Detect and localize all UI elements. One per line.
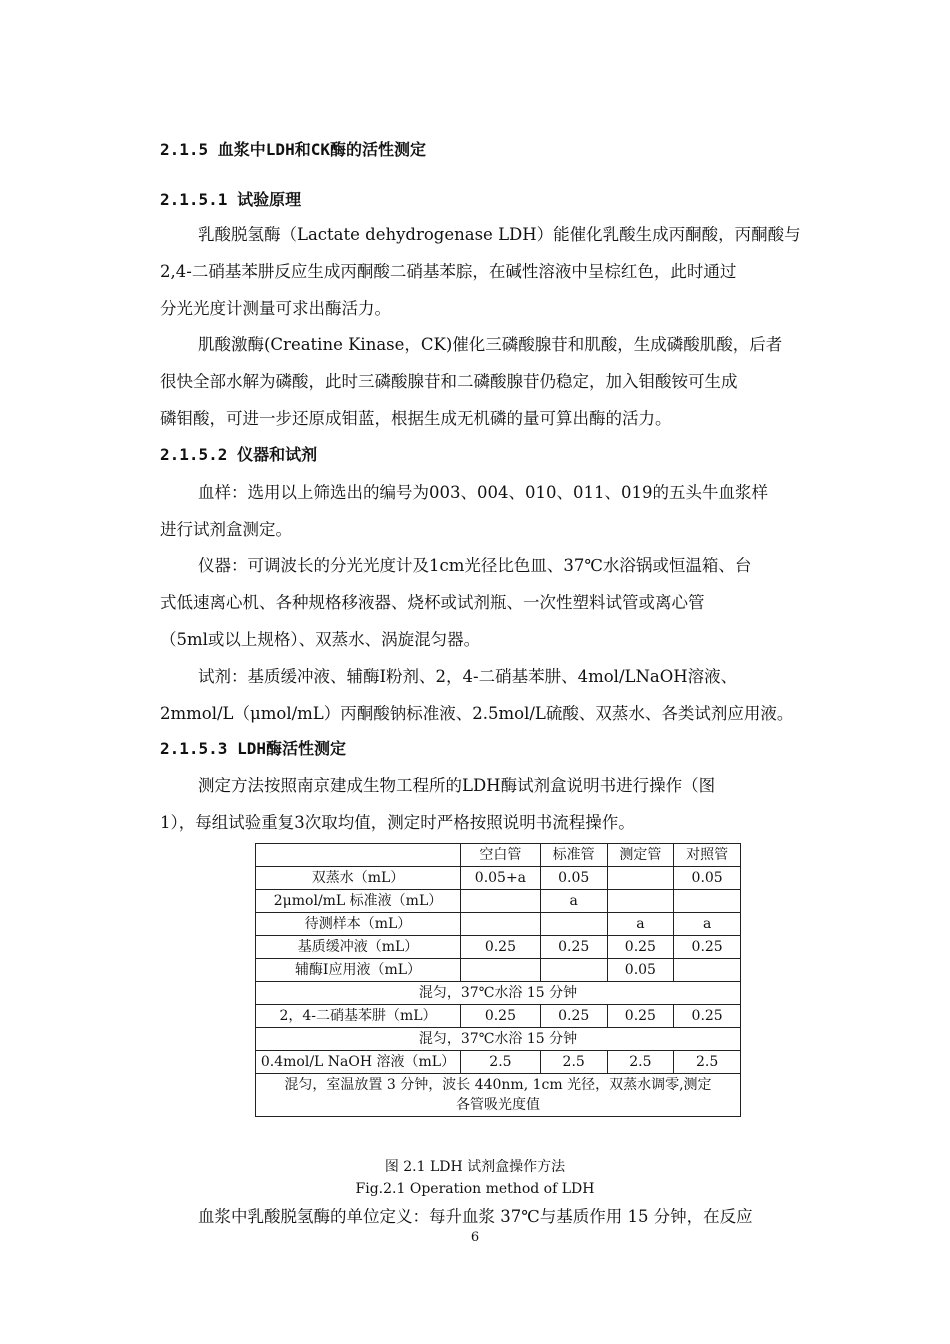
table-row <box>256 1005 741 1028</box>
subsection-heading-principle: 2.1.5.1 试验原理 <box>160 190 302 209</box>
table-cell: 2.5 <box>461 1051 541 1074</box>
table-cell: 0.05 <box>674 867 741 890</box>
table-row <box>256 1051 741 1074</box>
text-line: 进行试剂盒测定。 <box>160 520 292 539</box>
table-span-cell: 混匀，37℃水浴 15 分钟 <box>256 1028 741 1051</box>
subsection-heading-instruments: 2.1.5.2 仪器和试剂 <box>160 445 318 464</box>
table-header-cell <box>256 844 461 867</box>
text-line: 1），每组试验重复3次取均值，测定时严格按照说明书流程操作。 <box>160 813 635 832</box>
table-cell: a <box>674 913 741 936</box>
table-cell: 0.25 <box>607 1005 674 1028</box>
table-cell: 0.05 <box>540 867 607 890</box>
paragraph-instruments <box>160 547 840 658</box>
paragraph-ck-principle <box>160 326 840 437</box>
table-cell: 0.25 <box>674 1005 741 1028</box>
text-line: 测定方法按照南京建成生物工程所的LDH酶试剂盒说明书进行操作（图 <box>198 776 716 795</box>
table-row <box>256 913 741 936</box>
table-row <box>256 890 741 913</box>
paragraph-ldh-principle <box>160 216 840 327</box>
table-row <box>256 867 741 890</box>
table-span-row <box>256 1028 741 1051</box>
table-cell: a <box>540 890 607 913</box>
table-cell: 0.25 <box>461 1005 541 1028</box>
table-header-cell: 测定管 <box>607 844 674 867</box>
table-header-row <box>256 844 741 867</box>
paragraph-reagents <box>160 658 840 732</box>
text-line: 磷钼酸，可进一步还原成钼蓝，根据生成无机磷的量可算出酶的活力。 <box>160 409 672 428</box>
table-cell: 0.25 <box>607 936 674 959</box>
table-cell <box>540 913 607 936</box>
table-span-line: 各管吸光度值 <box>456 1097 540 1113</box>
figure-caption-chinese: 图 2.1 LDH 试剂盒操作方法 <box>384 1159 566 1175</box>
table-cell <box>461 890 541 913</box>
figure-caption-english: Fig.2.1 Operation method of LDH <box>355 1181 595 1197</box>
text-line: （5ml或以上规格）、双蒸水、涡旋混匀器。 <box>160 630 481 649</box>
table-cell: 0.25 <box>540 936 607 959</box>
table-cell: 0.05 <box>607 959 674 982</box>
page-number: 6 <box>470 1230 480 1245</box>
paragraph-ldh-method <box>160 767 840 841</box>
table-cell <box>674 890 741 913</box>
table-cell: 2μmol/mL 标准液（mL） <box>256 890 461 913</box>
table-cell: 2.5 <box>607 1051 674 1074</box>
text-line: 2,4-二硝基苯肼反应生成丙酮酸二硝基苯腙，在碱性溶液中呈棕红色，此时通过 <box>160 262 737 281</box>
table-cell <box>540 959 607 982</box>
paragraph-blood-samples <box>160 474 840 548</box>
table-cell: a <box>607 913 674 936</box>
table-cell: 双蒸水（mL） <box>256 867 461 890</box>
table-cell <box>461 913 541 936</box>
table-cell: 2.5 <box>540 1051 607 1074</box>
table-cell: 待测样本（mL） <box>256 913 461 936</box>
text-line: 很快全部水解为磷酸，此时三磷酸腺苷和二磷酸腺苷仍稳定，加入钼酸铵可生成 <box>160 372 738 391</box>
table-span-cell: 混匀，37℃水浴 15 分钟 <box>256 982 741 1005</box>
table-span-row <box>256 982 741 1005</box>
table-cell: 基质缓冲液（mL） <box>256 936 461 959</box>
table-cell <box>607 867 674 890</box>
table-span-line: 混匀，室温放置 3 分钟，波长 440nm, 1cm 光径，双蒸水调零,测定 <box>284 1077 712 1093</box>
table-cell <box>607 890 674 913</box>
table-cell <box>461 959 541 982</box>
table-span-row <box>256 1074 741 1117</box>
text-line: 血样：选用以上筛选出的编号为003、004、010、011、019的五头牛血浆样 <box>198 483 768 502</box>
text-line: 分光光度计测量可求出酶活力。 <box>160 299 391 318</box>
table-cell: 0.4mol/L NaOH 溶液（mL） <box>256 1051 461 1074</box>
table-cell: 0.25 <box>674 936 741 959</box>
text-line: 试剂：基质缓冲液、辅酶Ⅰ粉剂、2，4-二硝基苯肼、4mol/LNaOH溶液、 <box>198 667 738 686</box>
table-span-cell <box>256 1074 741 1117</box>
table-cell: 2，4-二硝基苯肼（mL） <box>256 1005 461 1028</box>
ldh-procedure-table <box>255 843 741 1117</box>
table-row <box>256 959 741 982</box>
table-header-cell: 空白管 <box>461 844 541 867</box>
table-cell: 2.5 <box>674 1051 741 1074</box>
section-title: 2.1.5 血浆中LDH和CK酶的活性测定 <box>160 140 426 159</box>
table-cell <box>674 959 741 982</box>
table-row <box>256 936 741 959</box>
text-line: 血浆中乳酸脱氢酶的单位定义：每升血浆 37℃与基质作用 15 分钟，在反应 <box>198 1207 753 1226</box>
text-line: 式低速离心机、各种规格移液器、烧杯或试剂瓶、一次性塑料试管或离心管 <box>160 593 705 612</box>
text-line: 肌酸激酶(Creatine Kinase，CK)催化三磷酸腺苷和肌酸，生成磷酸肌酸，后者 <box>198 335 783 354</box>
ldh-procedure-table-figure <box>255 843 741 1123</box>
table-cell: 辅酶Ⅰ应用液（mL） <box>256 959 461 982</box>
subsection-heading-ldh-assay: 2.1.5.3 LDH酶活性测定 <box>160 739 346 758</box>
table-cell: 0.25 <box>461 936 541 959</box>
text-line: 乳酸脱氢酶（Lactate dehydrogenase LDH）能催化乳酸生成丙酮酸，丙酮酸与 <box>198 225 801 244</box>
text-line: 仪器：可调波长的分光光度计及1cm光径比色皿、37℃水浴锅或恒温箱、台 <box>198 556 752 575</box>
table-header-cell: 对照管 <box>674 844 741 867</box>
table-cell: 0.25 <box>540 1005 607 1028</box>
table-header-cell: 标准管 <box>540 844 607 867</box>
table-cell: 0.05+a <box>461 867 541 890</box>
text-line: 2mmol/L（μmol/mL）丙酮酸钠标准液、2.5mol/L硫酸、双蒸水、各类试剂应用液。 <box>160 704 794 723</box>
